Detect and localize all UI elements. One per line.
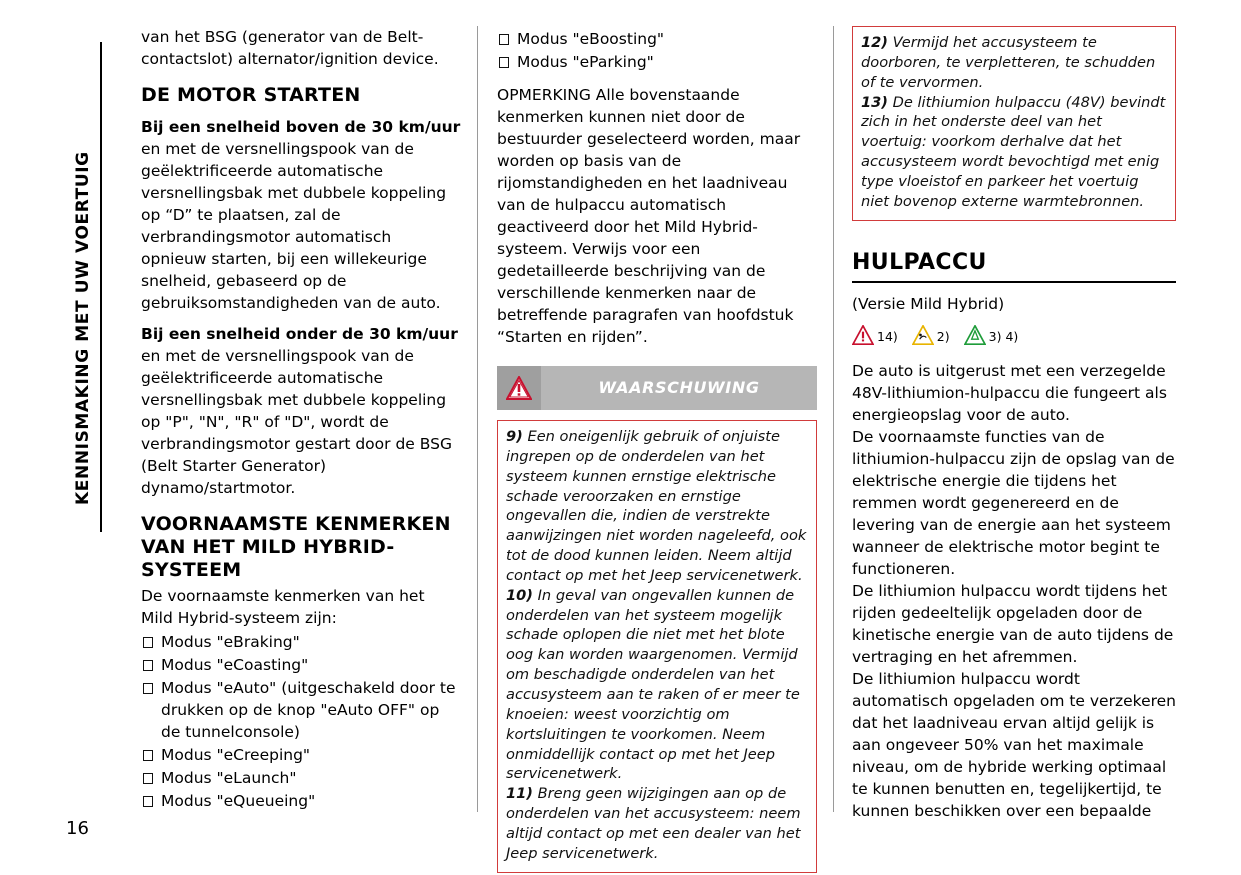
feature-list-column-two xyxy=(497,28,817,73)
warning-number: 10) xyxy=(506,586,533,604)
column-divider-1 xyxy=(477,26,478,812)
symbol-reference: 3) 4) xyxy=(988,329,1019,345)
warning-triangle-icon xyxy=(497,366,541,410)
recycle-triangle-green-icon xyxy=(964,325,986,350)
symbol-group xyxy=(964,325,1019,350)
paragraph-battery-4: De lithiumion hulpaccu wordt automatisch opgeladen om te verzekeren dat het laadniveau ervan altijd gelijk is aan ongeveer 50% van het maximale niveau, om de hybride werking optimaal te kunnen benutten en, tegelijkertijd, te kunnen beschikken over een bepaalde xyxy=(852,669,1176,820)
warning-box-column-two xyxy=(497,420,817,873)
list-item-label: Modus "eLaunch" xyxy=(161,768,297,787)
feature-list-column-one xyxy=(141,631,461,812)
paragraph-speed-below: en met de versnellingspook van de geëlektrificeerde automatische versnellingsbak met dubbele koppeling op "P", "N", "R" of "D", wordt de verbrandingsmotor gestart door de BSG (Belt Starter Generator) dynamo/startmotor. xyxy=(141,347,452,498)
list-item-label: Modus "eAuto" (uitgeschakeld door te drukken op de knop "eAuto OFF" op de tunnelconsole) xyxy=(161,678,456,741)
caution-triangle-yellow-icon xyxy=(912,325,934,350)
symbol-reference: 2) xyxy=(936,329,950,345)
warning-text: Een oneigenlijk gebruik of onjuiste ingrepen op de onderdelen van het systeem kunnen ernstige elektrische schade veroorzaken en ernstige ongevallen die, indien de verstrekte aanwijzingen niet worden nageleefd, ook tot de dood kunnen leiden. Neem altijd contact op met het Jeep servicenetwerk. xyxy=(506,428,807,584)
list-item-label: Modus "eCoasting" xyxy=(161,655,309,674)
intro-paragraph: van het BSG (generator van de Belt-contactslot) alternator/ignition device. xyxy=(141,28,439,68)
square-bullet-icon xyxy=(499,34,509,45)
warning-item xyxy=(506,427,808,586)
square-bullet-icon xyxy=(143,796,153,807)
list-item xyxy=(497,28,817,50)
heading-start-engine: DE MOTOR STARTEN xyxy=(141,84,361,106)
warning-banner-label: WAARSCHUWING xyxy=(541,366,817,410)
square-bullet-icon xyxy=(143,637,153,648)
column-two xyxy=(497,26,817,873)
warning-box-column-three xyxy=(852,26,1176,221)
symbol-reference: 14) xyxy=(877,329,898,345)
list-item-label: Modus "eParking" xyxy=(517,53,654,71)
square-bullet-icon xyxy=(143,660,153,671)
warning-number: 13) xyxy=(861,93,888,111)
square-bullet-icon xyxy=(143,683,153,694)
list-item xyxy=(141,631,461,653)
paragraph-battery-2: De voornaamste functies van de lithiumion-hulpaccu zijn de opslag van de elektrische energie die tijdens het remmen wordt gegenereerd en de levering van de energie aan het systeem wanneer de elektrische motor begint te functioneren. xyxy=(852,427,1175,578)
warning-item xyxy=(861,93,1167,212)
warning-item xyxy=(861,33,1167,93)
chapter-tab-label: KENNISMAKING MET UW VOERTUIG xyxy=(73,151,93,505)
subheading-speed-below: Bij een snelheid onder de 30 km/uur xyxy=(141,325,458,344)
paragraph-battery-1: De auto is uitgerust met een verzegelde 48V-lithiumion-hulpaccu die fungeert als energieopslag voor de auto. xyxy=(852,361,1167,424)
square-bullet-icon xyxy=(143,773,153,784)
warning-item xyxy=(506,784,808,863)
column-one xyxy=(141,26,461,813)
chapter-tab xyxy=(58,20,102,520)
heading-main-features: VOORNAAMSTE KENMERKEN VAN HET MILD HYBRID-SYSTEEM xyxy=(141,513,451,582)
list-item xyxy=(141,744,461,766)
square-bullet-icon xyxy=(143,750,153,761)
warning-text: Vermijd het accusysteem te doorboren, te verpletteren, te schudden of te vervormen. xyxy=(861,34,1156,91)
warning-text: Breng geen wijzigingen aan op de onderdelen van het accusysteem: neem altijd contact op met een dealer van het Jeep servicenetwerk. xyxy=(506,785,801,862)
warning-banner xyxy=(497,366,817,410)
list-item-label: Modus "eBoosting" xyxy=(517,30,665,48)
list-item-label: Modus "eCreeping" xyxy=(161,745,311,764)
warning-item xyxy=(506,586,808,784)
note-paragraph: OPMERKING Alle bovenstaande kenmerken kunnen niet door de bestuurder geselecteerd worden, maar worden op basis van de rijomstandigheden en het laadniveau van de hulpaccu automatisch geactiveerd door het Mild Hybrid-systeem. Verwijs voor een gedetailleerde beschrijving van de verschillende kenmerken naar de betreffende paragrafen van hoofdstuk “Starten en rijden”. xyxy=(497,86,801,346)
warning-text: In geval van ongevallen kunnen de onderdelen van het systeem mogelijk schade oplopen die niet met het blote oog kan worden waargenomen. Vermijd om beschadigde onderdelen van het accusysteem aan te raken of er meer te knoeien: weest voorzichtig om kortsluitingen te voorkomen. Neem onmiddellijk contact op met het Jeep servicenetwerk. xyxy=(506,586,800,783)
list-item xyxy=(141,654,461,676)
list-item xyxy=(141,790,461,812)
chapter-tab-rule xyxy=(100,42,102,532)
paragraph-battery-3: De lithiumion hulpaccu wordt tijdens het rijden gedeeltelijk opgeladen door de kinetische energie van de auto tijdens de vertraging en het afremmen. xyxy=(852,581,1174,666)
column-three xyxy=(852,26,1176,822)
section-title-auxiliary-battery: HULPACCU xyxy=(852,249,987,275)
column-divider-2 xyxy=(833,26,834,812)
list-item-label: Modus "eQueueing" xyxy=(161,791,316,810)
warning-number: 9) xyxy=(506,428,523,445)
section-title-rule xyxy=(852,281,1176,283)
paragraph-main-features: De voornaamste kenmerken van het Mild Hybrid-systeem zijn: xyxy=(141,586,425,627)
list-item xyxy=(141,767,461,789)
warning-number: 12) xyxy=(861,34,888,51)
square-bullet-icon xyxy=(499,57,509,68)
list-item xyxy=(497,51,817,73)
subheading-speed-above: Bij een snelheid boven de 30 km/uur xyxy=(141,118,461,137)
section-subtitle: (Versie Mild Hybrid) xyxy=(852,294,1005,313)
list-item xyxy=(141,677,461,743)
warning-number: 11) xyxy=(506,785,533,803)
warning-text: De lithiumion hulpaccu (48V) bevindt zich in het onderste deel van het voertuig: voorkom derhalve dat het accusysteem wordt bevochtigd met enig type vloeistof en parkeer het voertuig niet bovenop externe warmtebronnen. xyxy=(861,93,1166,210)
paragraph-speed-above: en met de versnellingspook van de geëlektrificeerde automatische versnellingsbak met dubbele koppeling op “D” te plaatsen, zal de verbrandingsmotor automatisch opnieuw starten, bij een willekeurige snelheid, gebaseerd op de gebruiksomstandigheden van de auto. xyxy=(141,140,447,313)
warning-triangle-red-icon xyxy=(852,325,874,350)
symbol-reference-row xyxy=(852,325,1176,350)
symbol-group xyxy=(912,325,950,350)
page-number: 16 xyxy=(66,818,89,839)
symbol-group xyxy=(852,325,898,350)
list-item-label: Modus "eBraking" xyxy=(161,632,300,651)
